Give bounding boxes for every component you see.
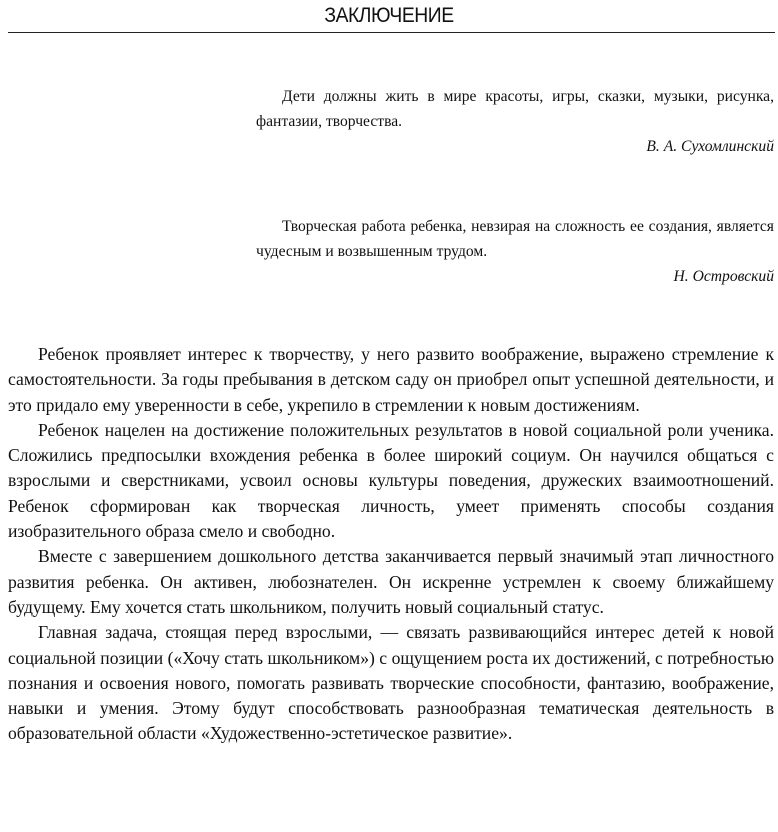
page-title: ЗАКЛЮЧЕНИЕ bbox=[324, 4, 454, 27]
paragraph: Главная задача, стоящая перед взрослыми, — связать развивающийся интерес детей к новой социальной позиции («Хочу стать школьником») с ощущением роста их достижений, с потребностью познания и освоения нового, помогать развивать творческие способности, фантазию, воображение, навыки и умения. Этому будут способствовать разнообразная тематическая деятельность в образовательной области «Художественно-эстетическое развитие». bbox=[8, 622, 774, 744]
epigraph bbox=[256, 84, 774, 159]
paragraph: Вместе с завершением дошкольного детства заканчивается первый значимый этап личностного развития ребенка. Он активен, любознателен. Он искренне устремлен к своему ближайшему будущему. Ему хочется стать школьником, получить новый социальный статус. bbox=[8, 546, 774, 617]
paragraph: Ребенок проявляет интерес к творчеству, у него развито воображение, выражено стремление к самостоятельности. За годы пребывания в детском саду он приобрел опыт успешной деятельности, и это придало ему уверенности в себе, укрепило в стремлении к новым достижениям. bbox=[8, 344, 774, 415]
epigraph-quote: Творческая работа ребенка, невзирая на сложность ее создания, является чудесным и возвышенным трудом. bbox=[256, 218, 774, 260]
epigraph-author: Н. Островский bbox=[673, 268, 774, 285]
epigraph-author: В. А. Сухомлинский bbox=[646, 138, 774, 155]
paragraph: Ребенок нацелен на достижение положительных результатов в новой социальной роли ученика. Сложились предпосылки вхождения ребенка в более широкий социум. Он научился общаться с взрослыми и сверстниками, усвоил основы культуры поведения, дружеских взаимоотношений. Ребенок сформирован как творческая личность, умеет применять способы создания изобразительного образа смело и свободно. bbox=[8, 419, 774, 542]
title-divider bbox=[8, 32, 775, 33]
epigraph bbox=[256, 214, 774, 289]
body-text bbox=[8, 342, 774, 747]
epigraph-quote: Дети должны жить в мире красоты, игры, сказки, музыки, рисунка, фантазии, творчества. bbox=[256, 88, 774, 130]
